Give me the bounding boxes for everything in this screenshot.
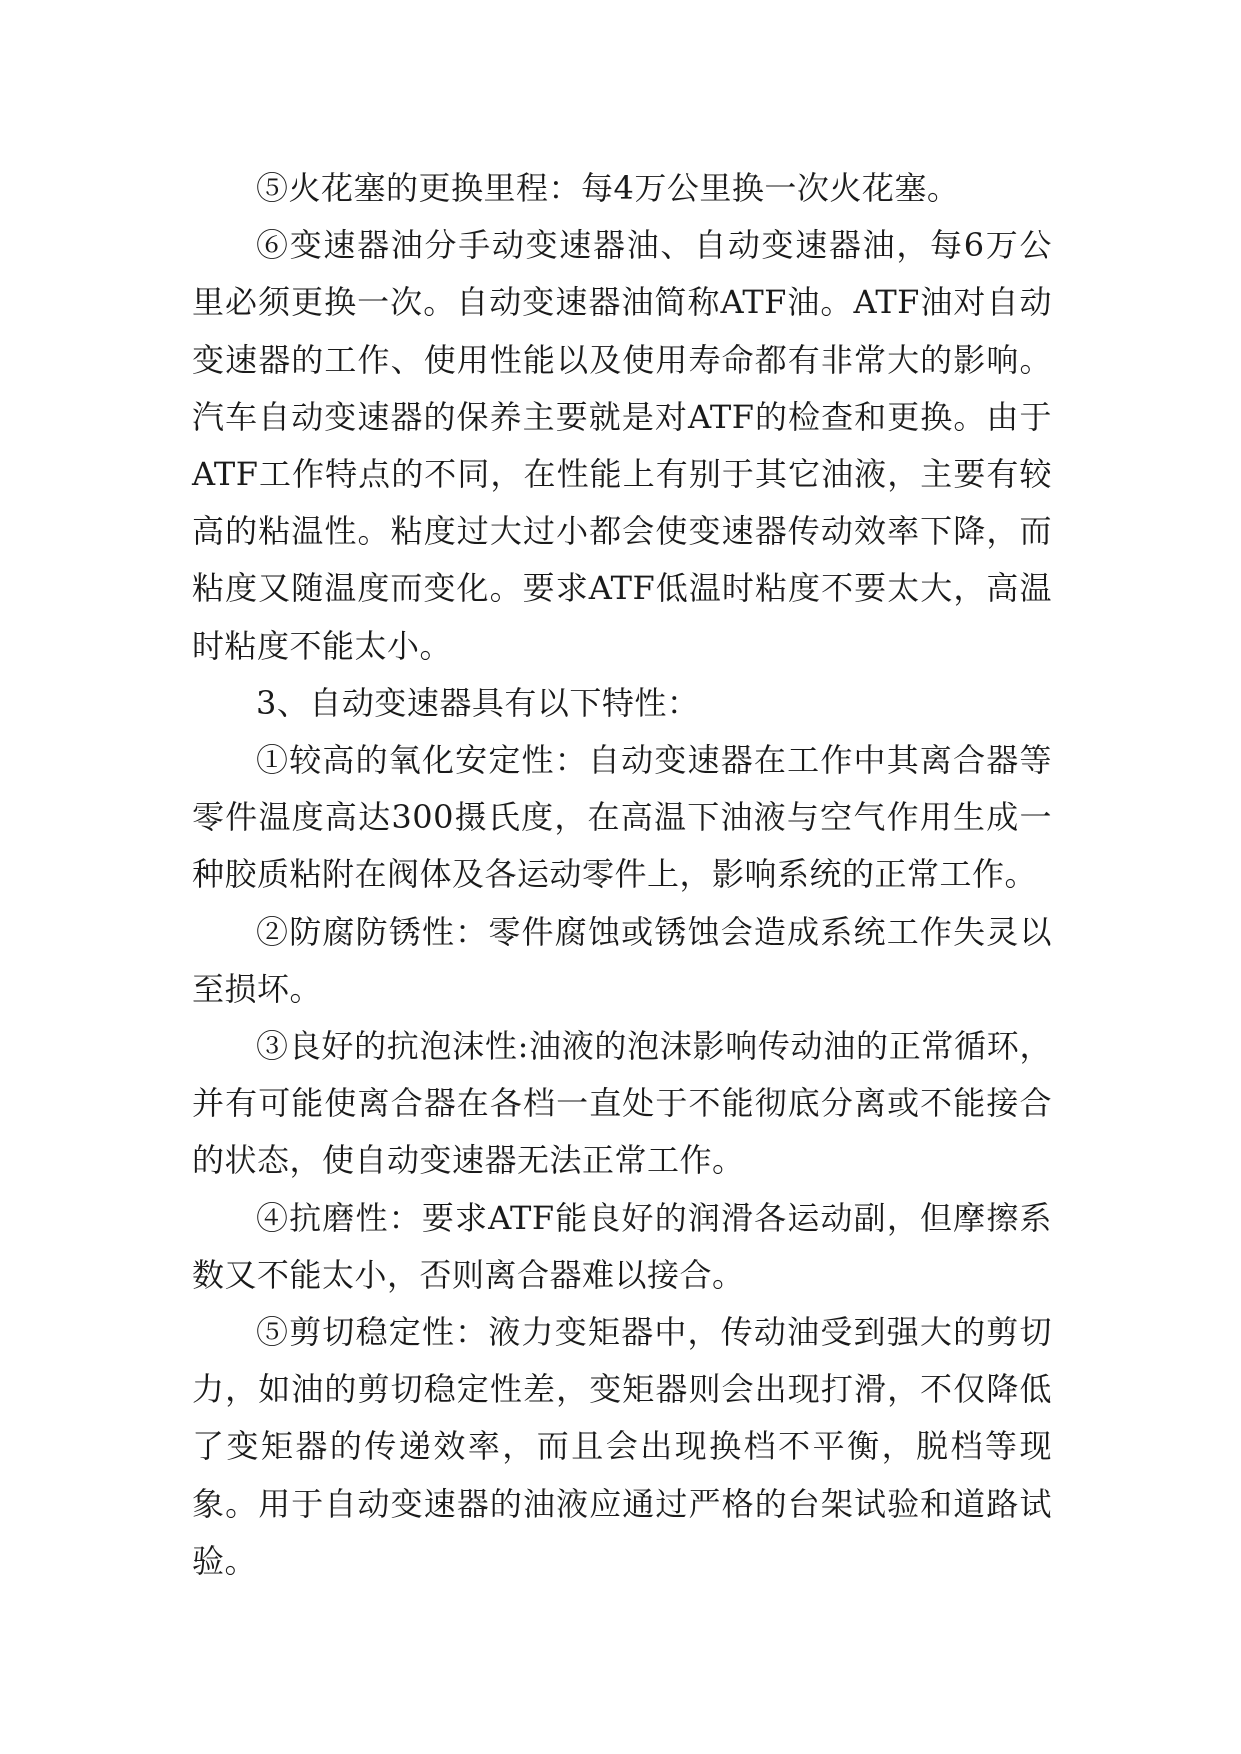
document-body xyxy=(192,160,1052,1590)
paragraph-anti-foam: ③良好的抗泡沫性:油液的泡沫影响传动油的正常循环，并有可能使离合器在各档一直处于不能彻底分离或不能接合的状态，使自动变速器无法正常工作。 xyxy=(192,1027,1052,1180)
paragraph-spark-plug: ⑤火花塞的更换里程：每4万公里换一次火花塞。 xyxy=(256,169,960,207)
paragraph-section-heading: 3、自动变速器具有以下特性： xyxy=(256,683,700,722)
paragraph-anti-wear: ④抗磨性：要求ATF能良好的润滑各运动副，但摩擦系数又不能太小，否则离合器难以接合。 xyxy=(192,1198,1052,1294)
paragraph-corrosion-resistance: ②防腐防锈性：零件腐蚀或锈蚀会造成系统工作失灵以至损坏。 xyxy=(192,912,1052,1008)
paragraph-oxidation-stability: ①较高的氧化安定性：自动变速器在工作中其离合器等零件温度高达300摄氏度，在高温下油液与空气作用生成一种胶质粘附在阀体及各运动零件上，影响系统的正常工作。 xyxy=(192,741,1052,894)
paragraph-shear-stability: ⑤剪切稳定性：液力变矩器中，传动油受到强大的剪切力，如油的剪切稳定性差，变矩器则会出现打滑，不仅降低了变矩器的传递效率，而且会出现换档不平衡，脱档等现象。用于自动变速器的油液应通过严格的台架试验和道路试验。 xyxy=(192,1313,1052,1580)
paragraph-transmission-oil: ⑥变速器油分手动变速器油、自动变速器油，每6万公里必须更换一次。自动变速器油简称ATF油。ATF油对自动变速器的工作、使用性能以及使用寿命都有非常大的影响。汽车自动变速器的保养主要就是对ATF的检查和更换。由于ATF工作特点的不同，在性能上有别于其它油液，主要有较高的粘温性。粘度过大过小都会使变速器传动效率下降，而粘度又随温度而变化。要求ATF低温时粘度不要太大，高温时粘度不能太小。 xyxy=(192,226,1052,665)
